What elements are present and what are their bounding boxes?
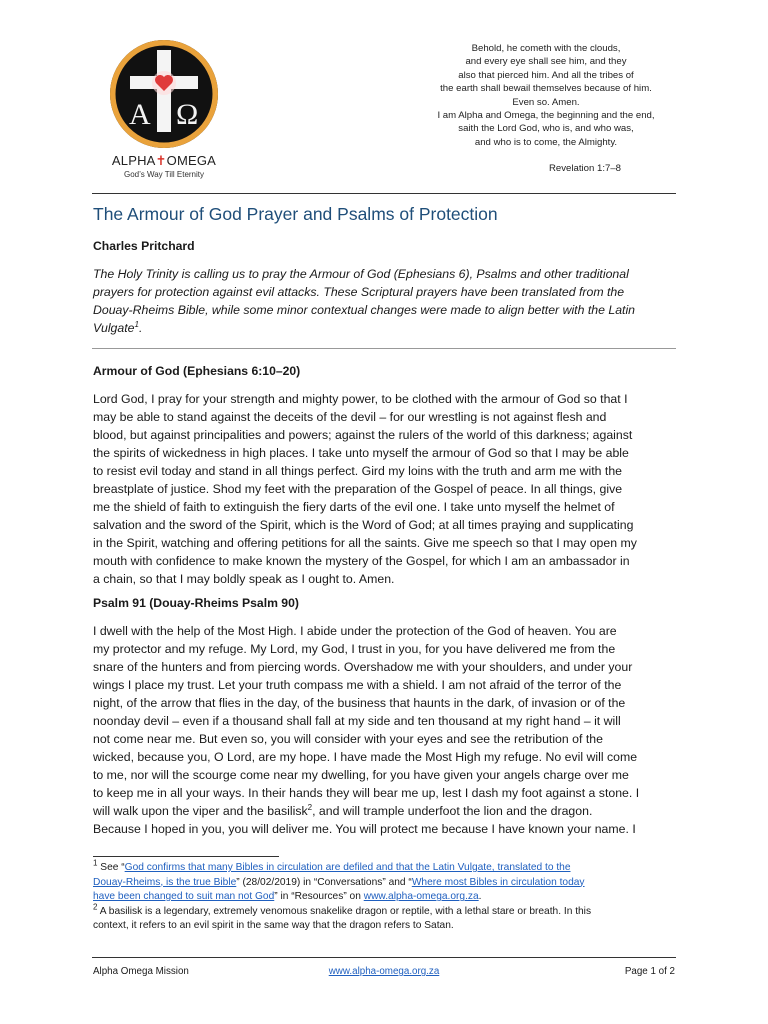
section-heading-armour-of-god: Armour of God (Ephesians 6:10–20) [93,364,301,378]
text-line: I dwell with the help of the Most High. I abide under the protection of the God of heaven. You are [93,624,617,638]
intro-line: Vulgate$^1$. [93,319,143,335]
text-line: my protector and my refuge. My Lord, my God, I trust in you, for you have delivered me from the [93,642,616,656]
text-line: not come near me. But even so, you will consider with your eyes and see the retribution of the [93,732,603,746]
logo-tagline: God’s Way Till Eternity [123,170,205,179]
text-line: noonday devil – even if a thousand shall fall at my side and ten thousand at my right hand – it will [93,714,621,728]
text-line: will walk upon the viper and the basilisk$^2$, and will trample underfoot the lion and the dragon. [93,802,593,818]
verse-line: the earth shall bewail themselves because of him. [440,83,652,95]
document-title: The Armour of God Prayer and Psalms of Protection [93,204,498,224]
intro-line: Douay-Rheims Bible, while some minor contextual changes were made to align better with the Latin [93,303,636,317]
red-cross-icon: ✝ [155,153,167,168]
text-line: to resist evil today and stand in all things perfect. Gird my loins with the truth and arm me with the [93,464,623,478]
footnote-2-line-1: $^2$ A basilisk is a legendary, extremely venomous snakelike dragon or reptile, with a lethal stare or breath. In this [93,902,592,917]
intro-line: The Holy Trinity is calling us to pray the Armour of God (Ephesians 6), Psalms and other traditional [93,267,629,281]
text-line: to me, nor will the scourge come near my dwelling, for you have given your angels charge over me [93,768,629,782]
footnote-1-line-1: $^1$ See “God confirms that many Bibles in circulation are defiled and that the Latin Vulgate, translated to the [93,858,571,873]
section-heading-psalm-91: Psalm 91 (Douay-Rheims Psalm 90) [93,596,299,610]
footnote-2-line-2: context, it refers to an evil spirit in the same way that the dragon refers to Satan. [93,920,454,932]
text-line: snare of the hunters and from piercing words. Overshadow me with your shoulders, and under your [93,660,633,674]
verse-line: and every eye shall see him, and they [465,56,627,68]
text-line: a chain, so that I may boldly speak as I ought to. Amen. [93,572,395,586]
logo-name-alpha: ALPHA [111,153,156,168]
footnote-link-website[interactable]: www.alpha-omega.org.za [363,891,479,903]
verse-line: Behold, he cometh with the clouds, [471,43,621,54]
text-line: to keep me in all your ways. In their hands they will bear me up, lest I dash my foot against a stone. I [93,786,640,800]
intro-line: prayers for protection against evil attacks. These Scriptural prayers have been translated from the [93,285,625,299]
verse-line: Even so. Amen. [512,96,580,108]
footnote-marker-1: 1 [93,858,98,868]
text-line: Because I hoped in you, you will deliver me. You will protect me because I have known your name. I [93,822,636,836]
text-line: the spirits of wickedness in high places. I take unto myself the armour of God so that I may be able [93,446,629,460]
footnote-divider [93,856,279,857]
intro-paragraph [93,265,677,337]
text-line: salvation and the sword of the Spirit, which is the Word of God; at all times praying and supplicating [93,518,634,532]
header-divider [92,193,676,194]
text-line: breastplate of justice. Shod my feet with the preparation of the Gospel of peace. In all things, give [93,482,623,496]
footnote-ref-2[interactable]: 2 [307,802,313,812]
section-divider [92,348,676,349]
omega-letter: Ω [176,98,199,131]
header-verse [418,42,674,149]
footer-organization: Alpha Omega Mission [93,966,189,977]
text-line: Lord God, I pray for your strength and mighty power, to be clothed with the armour of God so that I [93,392,628,406]
psalm-91-paragraph [93,622,675,838]
text-line: wings I place my trust. Let your truth compass me with a shield. I am not afraid of the terror of the [93,678,622,692]
footer-divider [92,957,676,958]
text-line: blood, but against principalities and powers; against the rulers of the world of this darkness; against [93,428,633,442]
text-line: in the Spirit, watching and offering petitions for all the saints. Give me speech so that I may open my [93,536,637,550]
verse-line: and who is to come, the Almighty. [474,136,618,148]
text-line: wicked, because you, O Lord, are my hope. I have made the Most High my refuge. No evil will come [93,750,638,764]
page-number: Page 1 of 2 [624,966,675,977]
footnote-link-bibles-changed-cont[interactable]: have been changed to suit man not God [93,891,275,903]
logo-emblem [110,40,218,148]
text-line: night, of the arrow that flies in the day, of the business that haunts in the dark, of invasion or of the [93,696,626,710]
verse-line: I am Alpha and Omega, the beginning and the end, [437,110,655,122]
verse-line: also that pierced him. And all the tribes of [458,69,634,81]
footnote-marker-2: 2 [93,902,98,912]
cross-heart-icon [110,40,218,148]
logo-name-omega: OMEGA [166,153,217,168]
logo-name [108,153,220,169]
armour-of-god-paragraph [93,390,675,588]
text-line: mouth with confidence to make known the mystery of the Gospel, for which I am an ambassador in [93,554,630,568]
footnote-1-line-3: have been changed to suit man not God” in “Resources” on www.alpha-omega.org.za. [93,891,482,903]
footnote-link-bibles-changed[interactable]: Where most Bibles in circulation today [411,876,585,888]
footnote-link-latin-vulgate-cont[interactable]: Douay-Rheims, is the true Bible [93,876,237,888]
alpha-letter: Α [129,98,151,131]
footnotes [93,858,677,934]
text-line: may be able to stand against the deceits of the devil – for our wrestling is not against flesh and [93,410,607,424]
verse-reference: Revelation 1:7–8 [548,163,621,174]
alpha-omega-logo [108,40,226,182]
footnote-link-latin-vulgate[interactable]: God confirms that many Bibles in circulation are defiled and that the Latin Vulgate, translated to the [124,862,571,873]
author-name: Charles Pritchard [93,239,195,253]
footnote-1-line-2: Douay-Rheims, is the true Bible” (28/02/2019) in “Conversations” and “Where most Bibles in circulation today [93,876,585,888]
verse-line: saith the Lord God, who is, and who was, [458,123,634,135]
footnote-ref-1[interactable]: 1 [134,319,139,329]
text-line: me the shield of faith to extinguish the fiery darts of the evil one. I take unto myself the helmet of [93,500,615,514]
footer-website-link[interactable]: www.alpha-omega.org.za [328,966,440,977]
